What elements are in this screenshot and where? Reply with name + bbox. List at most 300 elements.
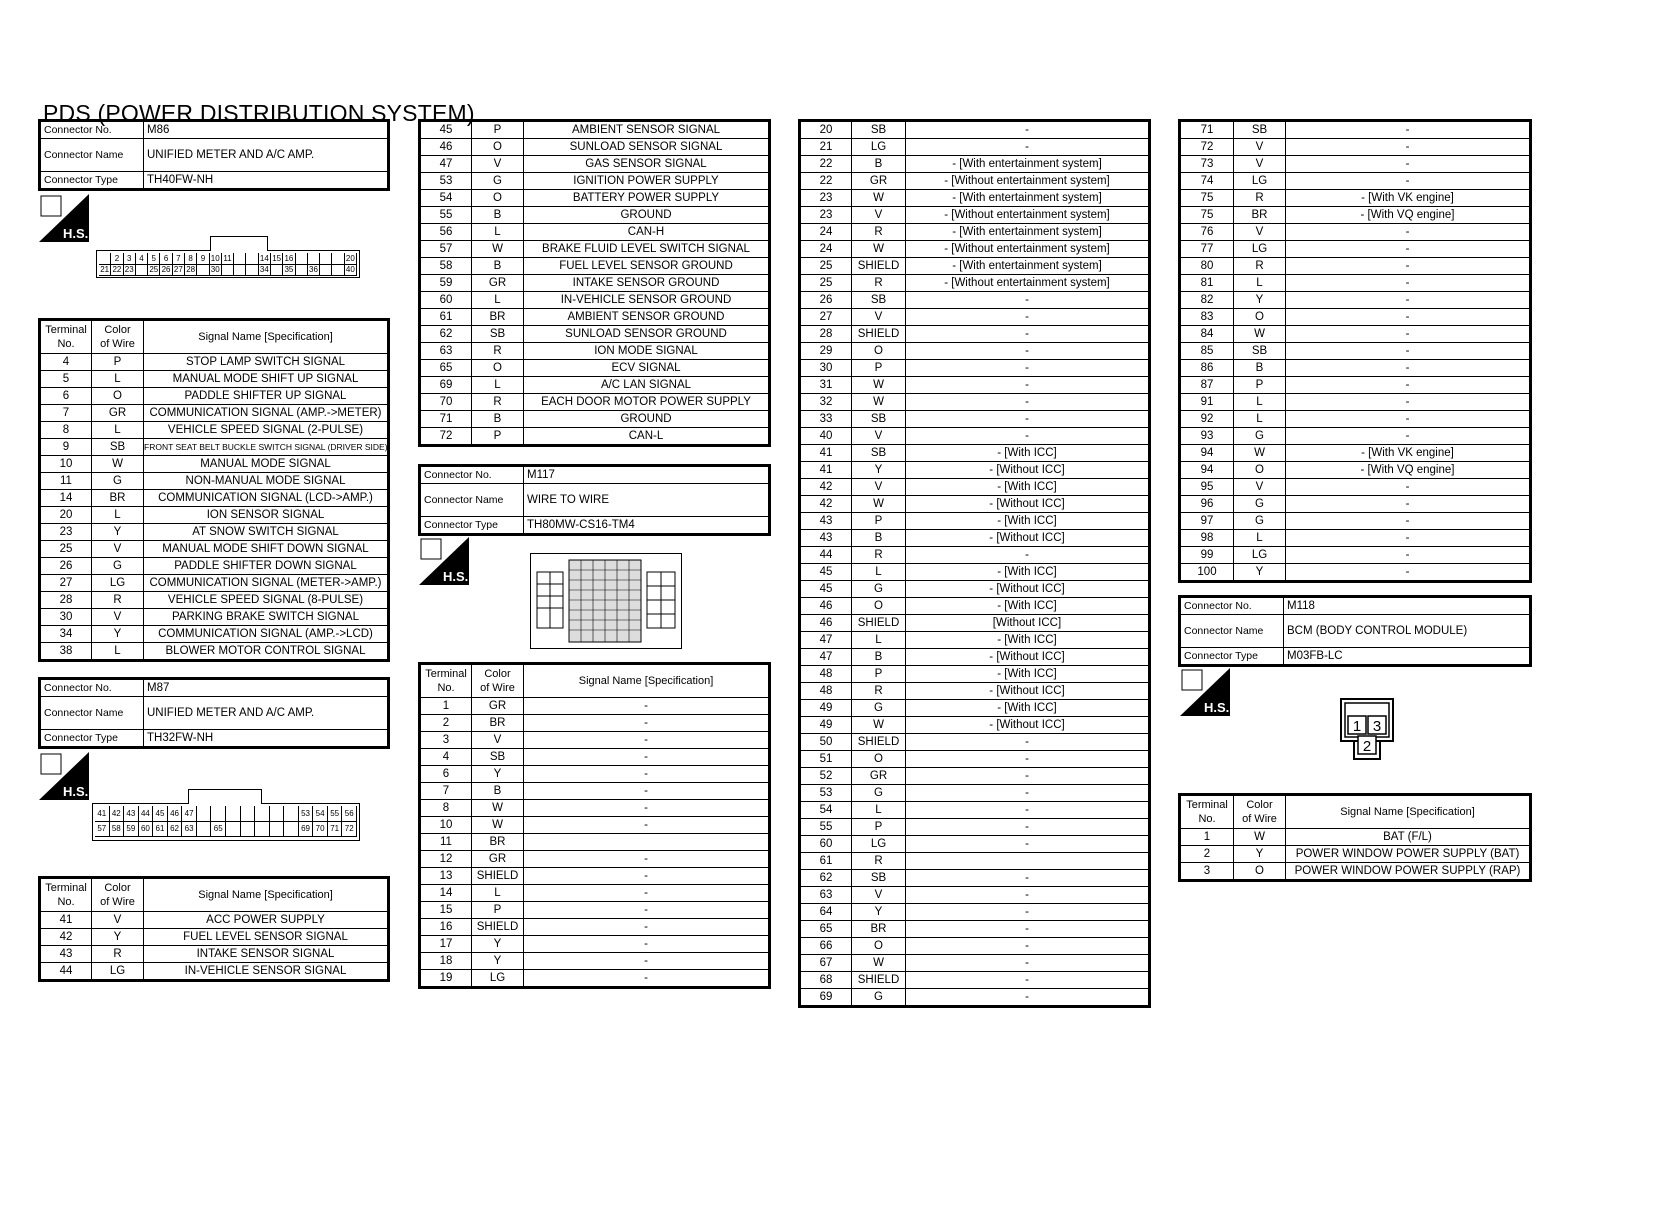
m118-connector-face [1340, 698, 1394, 762]
wire-color-cell: LG [472, 970, 524, 988]
table-row [800, 649, 1150, 666]
wire-color-cell: O [92, 388, 144, 405]
connector-pin: 26 [160, 264, 172, 276]
signal-name-cell: BRAKE FLUID LEVEL SWITCH SIGNAL [524, 241, 770, 258]
wire-color-cell: B [852, 156, 906, 173]
table-row [40, 558, 389, 575]
wire-color-cell: Y [92, 524, 144, 541]
table-row [800, 938, 1150, 955]
terminal-no-cell: 14 [420, 885, 472, 902]
terminal-no-cell: 42 [800, 496, 852, 513]
wire-color-cell: L [1234, 275, 1286, 292]
signal-name-cell: - [906, 751, 1150, 768]
terminal-no-cell: 53 [800, 785, 852, 802]
wire-color-cell: LG [1234, 241, 1286, 258]
wire-color-cell: Y [472, 936, 524, 953]
m86-connector-latch [210, 236, 268, 251]
terminal-no-cell: 45 [800, 564, 852, 581]
signal-name-cell: SUNLOAD SENSOR SIGNAL [524, 139, 770, 156]
wire-color-cell: R [852, 224, 906, 241]
wire-color-cell: V [92, 541, 144, 558]
terminal-no-cell: 8 [40, 422, 92, 439]
wire-color-cell: W [852, 377, 906, 394]
wire-color-cell: L [852, 564, 906, 581]
connector-pin: 10 [210, 253, 222, 265]
svg-text:3: 3 [1372, 718, 1382, 735]
signal-name-cell: - [906, 938, 1150, 955]
signal-name-cell: AMBIENT SENSOR GROUND [524, 309, 770, 326]
terminal-no-cell: 22 [800, 173, 852, 190]
signal-name-cell: - [906, 394, 1150, 411]
table-row [420, 241, 770, 258]
signal-name-cell: COMMUNICATION SIGNAL (LCD->AMP.) [144, 490, 389, 507]
table-row [420, 919, 770, 936]
signal-name-cell: PADDLE SHIFTER UP SIGNAL [144, 388, 389, 405]
table-row [800, 666, 1150, 683]
terminal-no-cell: 47 [800, 649, 852, 666]
table-row [1180, 377, 1531, 394]
connector-pin: 28 [185, 264, 197, 276]
terminal-no-cell: 58 [420, 258, 472, 275]
signal-name-cell: - [1286, 326, 1531, 343]
terminal-no-cell: 1 [420, 698, 472, 715]
wire-color-cell: V [852, 887, 906, 904]
connector-type-value: M03FB-LC [1284, 648, 1531, 666]
table-row [1180, 190, 1531, 207]
terminal-no-cell: 71 [1180, 121, 1234, 139]
table-row [1180, 863, 1531, 881]
signal-name-cell: AMBIENT SENSOR SIGNAL [524, 121, 770, 139]
terminal-no-cell: 17 [420, 936, 472, 953]
connector-pin [226, 821, 241, 837]
wire-color-cell: BR [472, 834, 524, 851]
wire-color-cell: BR [92, 490, 144, 507]
connector-name-value: BCM (BODY CONTROL MODULE) [1284, 615, 1531, 648]
connector-pin: 41 [95, 806, 110, 822]
terminal-no-cell: 94 [1180, 462, 1234, 479]
table-row [1180, 173, 1531, 190]
terminal-no-cell: 55 [800, 819, 852, 836]
svg-text:2: 2 [1362, 738, 1372, 755]
connector-type-value: TH40FW-NH [144, 172, 389, 190]
table-row [1180, 394, 1531, 411]
signal-name-cell: - [524, 902, 770, 919]
connector-pin: 72 [342, 821, 357, 837]
terminal-no-cell: 33 [800, 411, 852, 428]
table-row [800, 326, 1150, 343]
terminal-no-cell: 7 [420, 783, 472, 800]
table-row [800, 972, 1150, 989]
table-row [800, 564, 1150, 581]
table-row [40, 473, 389, 490]
signal-name-cell: - [With entertainment system] [906, 190, 1150, 207]
terminal-no-cell: 46 [800, 598, 852, 615]
wire-color-cell: W [852, 394, 906, 411]
terminal-no-cell: 47 [420, 156, 472, 173]
terminal-no-cell: 57 [420, 241, 472, 258]
connector-pin: 57 [95, 821, 110, 837]
table-row [40, 439, 389, 456]
signal-name-cell: - [906, 139, 1150, 156]
connector-pin [332, 264, 344, 276]
wire-color-cell: SB [472, 326, 524, 343]
table-row [1180, 411, 1531, 428]
connector-no-value: M118 [1284, 597, 1531, 615]
signal-name-cell: - [1286, 360, 1531, 377]
wire-color-cell: L [1234, 411, 1286, 428]
table-row [420, 156, 770, 173]
wire-color-cell: V [1234, 156, 1286, 173]
connector-no-label: Connector No. [40, 121, 144, 139]
signal-name-cell: - [1286, 275, 1531, 292]
table-row [420, 139, 770, 156]
wire-color-cell: W [1234, 445, 1286, 462]
terminal-no-cell: 41 [40, 912, 92, 929]
wire-color-cell: LG [852, 139, 906, 156]
terminal-no-cell: 7 [40, 405, 92, 422]
table-row [800, 309, 1150, 326]
terminal-no-cell: 41 [800, 445, 852, 462]
wire-color-cell: BR [852, 921, 906, 938]
wire-color-cell: O [1234, 462, 1286, 479]
terminal-no-cell: 21 [800, 139, 852, 156]
signal-name-cell: - [With ICC] [906, 666, 1150, 683]
wire-color-cell: L [92, 643, 144, 661]
connector-pin: 9 [197, 253, 209, 265]
terminal-no-cell: 97 [1180, 513, 1234, 530]
table-row [1180, 479, 1531, 496]
terminal-no-cell: 47 [800, 632, 852, 649]
svg-text:H.S.: H.S. [1204, 700, 1230, 715]
wire-color-cell: W [852, 717, 906, 734]
signal-name-cell: - [906, 836, 1150, 853]
table-row [800, 887, 1150, 904]
table-row [1180, 564, 1531, 582]
connector-pin [241, 806, 256, 822]
terminal-no-cell: 55 [420, 207, 472, 224]
terminal-no-cell: 62 [420, 326, 472, 343]
terminal-no-cell: 61 [420, 309, 472, 326]
terminal-no-cell: 43 [800, 530, 852, 547]
table-row [420, 258, 770, 275]
wire-color-cell: P [852, 666, 906, 683]
connector-pin [136, 264, 148, 276]
terminal-no-cell: 52 [800, 768, 852, 785]
connector-name-value: UNIFIED METER AND A/C AMP. [144, 139, 389, 172]
signal-name-cell: - [1286, 479, 1531, 496]
terminal-no-cell: 3 [420, 732, 472, 749]
signal-name-cell: ECV SIGNAL [524, 360, 770, 377]
table-row [420, 851, 770, 868]
signal-name-cell: - [906, 411, 1150, 428]
table-row [800, 530, 1150, 547]
terminal-no-cell: 14 [40, 490, 92, 507]
connector-pin: 7 [173, 253, 185, 265]
terminal-no-cell: 46 [420, 139, 472, 156]
signal-name-cell: IN-VEHICLE SENSOR SIGNAL [144, 963, 389, 981]
terminal-no-cell: 63 [420, 343, 472, 360]
wire-color-cell: W [852, 190, 906, 207]
signal-name-cell: - [906, 904, 1150, 921]
signal-name-cell: VEHICLE SPEED SIGNAL (8-PULSE) [144, 592, 389, 609]
connector-pin: 11 [222, 253, 234, 265]
wire-color-cell: P [1234, 377, 1286, 394]
table-row [1180, 241, 1531, 258]
wire-color-cell: O [1234, 309, 1286, 326]
table-row [800, 955, 1150, 972]
connector-pin [284, 821, 299, 837]
signal-name-cell: INTAKE SENSOR SIGNAL [144, 946, 389, 963]
terminal-no-cell: 3 [1180, 863, 1234, 881]
signal-name-cell: - [Without entertainment system] [906, 173, 1150, 190]
signal-name-cell: - [With VK engine] [1286, 445, 1531, 462]
wire-color-cell: W [852, 955, 906, 972]
table-row [420, 360, 770, 377]
wire-color-cell: L [472, 885, 524, 902]
connector-pin: 65 [211, 821, 226, 837]
table-row [420, 800, 770, 817]
table-row [800, 224, 1150, 241]
wire-color-cell: W [472, 817, 524, 834]
terminal-no-cell: 54 [420, 190, 472, 207]
table-row [420, 885, 770, 902]
signal-name-cell: - [1286, 173, 1531, 190]
signal-name-cell: BLOWER MOTOR CONTROL SIGNAL [144, 643, 389, 661]
wire-color-cell: Y [92, 929, 144, 946]
table-row [420, 207, 770, 224]
terminal-no-cell: 1 [1180, 829, 1234, 846]
terminal-no-cell: 96 [1180, 496, 1234, 513]
terminal-no-cell: 11 [40, 473, 92, 490]
terminal-no-cell: 74 [1180, 173, 1234, 190]
signal-name-cell: - [906, 921, 1150, 938]
terminal-no-cell: 62 [800, 870, 852, 887]
table-row [800, 343, 1150, 360]
wire-color-cell: V [852, 207, 906, 224]
terminal-no-cell: 68 [800, 972, 852, 989]
terminal-no-cell: 4 [420, 749, 472, 766]
wire-color-cell: B [472, 411, 524, 428]
connector-pin: 16 [283, 253, 295, 265]
signal-name-cell: A/C LAN SIGNAL [524, 377, 770, 394]
signal-name-cell: - [524, 766, 770, 783]
terminal-no-cell: 23 [800, 190, 852, 207]
wire-color-cell: V [1234, 139, 1286, 156]
wire-color-cell: SB [472, 749, 524, 766]
terminal-no-cell: 38 [40, 643, 92, 661]
signal-name-cell: - [906, 309, 1150, 326]
table-row [800, 751, 1150, 768]
table-row [800, 921, 1150, 938]
table-row [420, 732, 770, 749]
terminal-no-cell: 40 [800, 428, 852, 445]
connector-pin: 27 [173, 264, 185, 276]
wire-color-cell: W [472, 241, 524, 258]
table-row [800, 360, 1150, 377]
connector-no-value: M87 [144, 679, 389, 697]
wire-color-cell: Y [1234, 564, 1286, 582]
connector-pin: 34 [259, 264, 271, 276]
terminal-no-cell: 48 [800, 683, 852, 700]
signal-name-cell: MANUAL MODE SIGNAL [144, 456, 389, 473]
signal-name-cell: - [Without ICC] [906, 496, 1150, 513]
connector-type-value: TH32FW-NH [144, 730, 389, 748]
table-row [1180, 360, 1531, 377]
wire-color-cell: P [472, 428, 524, 446]
signal-name-cell: - [1286, 156, 1531, 173]
wire-color-cell: SHIELD [472, 919, 524, 936]
signal-name-cell: - [524, 868, 770, 885]
wire-color-cell: L [472, 377, 524, 394]
connector-pin: 42 [110, 806, 125, 822]
signal-name-cell: - [906, 121, 1150, 139]
connector-pin [271, 264, 283, 276]
terminal-no-cell: 10 [40, 456, 92, 473]
connector-pin: 55 [328, 806, 343, 822]
signal-name-cell: - [906, 819, 1150, 836]
table-row [40, 388, 389, 405]
table-row [40, 963, 389, 981]
terminal-no-cell: 10 [420, 817, 472, 834]
table-row [800, 258, 1150, 275]
signal-name-cell: - [1286, 139, 1531, 156]
terminal-no-cell: 81 [1180, 275, 1234, 292]
wire-color-cell: W [852, 496, 906, 513]
connector-pin: 3 [124, 253, 136, 265]
table-row [40, 405, 389, 422]
wire-color-cell: SB [852, 445, 906, 462]
wire-color-cell: V [472, 156, 524, 173]
terminal-no-cell: 56 [420, 224, 472, 241]
signal-name-cell: - [906, 802, 1150, 819]
terminal-no-cell: 69 [800, 989, 852, 1007]
terminal-no-cell: 44 [800, 547, 852, 564]
wire-color-cell: Y [92, 626, 144, 643]
table-row [800, 275, 1150, 292]
wire-color-cell: L [1234, 530, 1286, 547]
signal-name-cell: [Without ICC] [906, 615, 1150, 632]
connector-pin: 59 [124, 821, 139, 837]
signal-name-cell: CAN-L [524, 428, 770, 446]
table-row [800, 190, 1150, 207]
signal-name-cell: - [524, 698, 770, 715]
signal-name-cell: - [Without ICC] [906, 462, 1150, 479]
terminal-no-cell: 20 [40, 507, 92, 524]
terminal-no-cell: 4 [40, 354, 92, 371]
terminal-no-cell: 65 [420, 360, 472, 377]
m87-connector-info: Connector No. M87 Connector Name UNIFIED METER AND A/C AMP. Connector Type TH32FW-NH [38, 677, 390, 749]
signal-name-cell: - [906, 785, 1150, 802]
signal-name-cell: PARKING BRAKE SWITCH SIGNAL [144, 609, 389, 626]
signal-name-cell: EACH DOOR MOTOR POWER SUPPLY [524, 394, 770, 411]
signal-name-cell: - [1286, 241, 1531, 258]
signal-name-cell: BATTERY POWER SUPPLY [524, 190, 770, 207]
wire-color-cell: G [92, 473, 144, 490]
table-row [420, 377, 770, 394]
signal-name-cell: - [Without ICC] [906, 683, 1150, 700]
terminal-no-cell: 87 [1180, 377, 1234, 394]
wire-color-cell: B [472, 258, 524, 275]
table-row [40, 371, 389, 388]
terminal-no-cell: 32 [800, 394, 852, 411]
table-row [800, 615, 1150, 632]
terminal-no-cell: 83 [1180, 309, 1234, 326]
connector-pin [284, 806, 299, 822]
signal-name-cell: - [524, 953, 770, 970]
terminal-no-cell: 63 [800, 887, 852, 904]
table-row [800, 139, 1150, 156]
table-row [420, 173, 770, 190]
connector-pin [222, 264, 234, 276]
wire-color-cell: Y [1234, 292, 1286, 309]
terminal-no-cell: 91 [1180, 394, 1234, 411]
terminal-no-cell: 60 [420, 292, 472, 309]
wire-color-cell: V [92, 609, 144, 626]
connector-pin: 36 [308, 264, 320, 276]
m117-terminal-table-continued [798, 119, 1151, 1008]
terminal-no-cell: 76 [1180, 224, 1234, 241]
terminal-no-cell: 75 [1180, 190, 1234, 207]
signal-name-cell: - [Without entertainment system] [906, 241, 1150, 258]
signal-name-cell: - [906, 887, 1150, 904]
connector-name-value: UNIFIED METER AND A/C AMP. [144, 697, 389, 730]
table-row [800, 717, 1150, 734]
table-row [420, 766, 770, 783]
signal-name-cell: ACC POWER SUPPLY [144, 912, 389, 929]
terminal-no-cell: 59 [420, 275, 472, 292]
terminal-no-cell: 100 [1180, 564, 1234, 582]
table-row [1180, 496, 1531, 513]
wire-color-cell: W [852, 241, 906, 258]
terminal-no-cell: 5 [40, 371, 92, 388]
table-row [420, 834, 770, 851]
signal-name-cell: NON-MANUAL MODE SIGNAL [144, 473, 389, 490]
harness-side-icon [39, 752, 89, 800]
connector-pin: 61 [153, 821, 168, 837]
signal-name-cell: - [906, 360, 1150, 377]
table-row [800, 581, 1150, 598]
connector-pin: 22 [111, 264, 123, 276]
terminal-no-cell: 34 [40, 626, 92, 643]
table-row [40, 541, 389, 558]
table-row [420, 936, 770, 953]
connector-pin: 20 [345, 253, 357, 265]
wire-color-cell: LG [92, 963, 144, 981]
table-row [1180, 462, 1531, 479]
signal-name-cell: FUEL LEVEL SENSOR GROUND [524, 258, 770, 275]
table-row [420, 190, 770, 207]
table-row [420, 749, 770, 766]
wire-color-cell: SHIELD [852, 972, 906, 989]
signal-name-cell: - [Without ICC] [906, 717, 1150, 734]
terminal-no-cell: 27 [40, 575, 92, 592]
wire-color-cell: G [852, 700, 906, 717]
connector-pin: 58 [110, 821, 125, 837]
signal-name-cell: - [524, 732, 770, 749]
terminal-no-cell: 66 [800, 938, 852, 955]
signal-name-cell: - [906, 428, 1150, 445]
m118-connector-info: Connector No. M118 Connector Name BCM (BODY CONTROL MODULE) Connector Type M03FB-LC [1178, 595, 1532, 667]
terminal-no-cell: 70 [420, 394, 472, 411]
wire-color-cell: BR [1234, 207, 1286, 224]
signal-name-cell: - [1286, 496, 1531, 513]
wire-color-cell: O [472, 360, 524, 377]
terminal-no-cell: 28 [800, 326, 852, 343]
connector-pin: 43 [124, 806, 139, 822]
signal-name-cell: - [524, 715, 770, 732]
signal-name-cell: - [1286, 428, 1531, 445]
connector-pin [197, 264, 209, 276]
